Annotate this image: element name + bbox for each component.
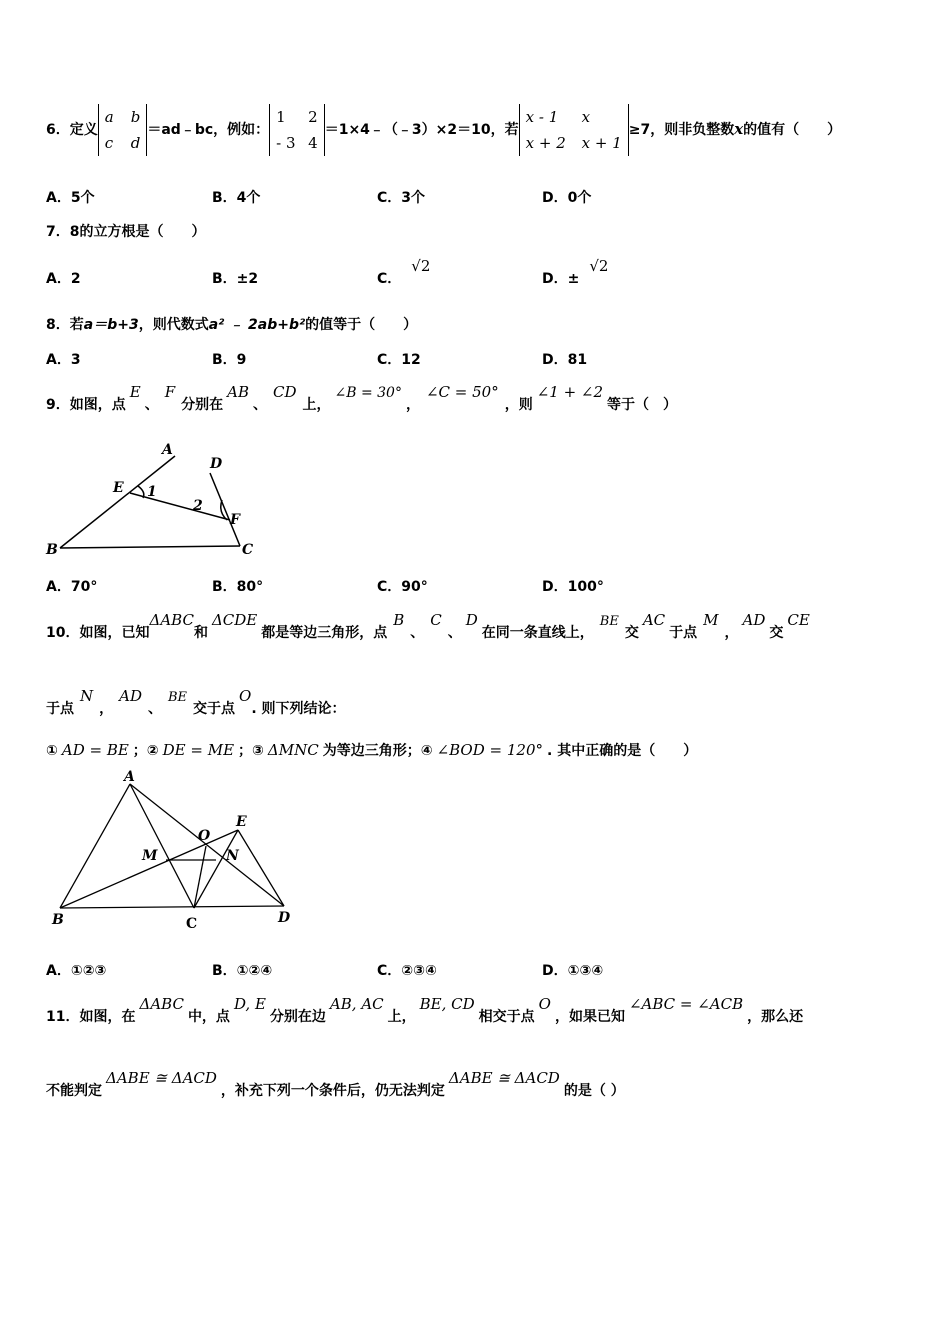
q11-l1b: 中，点 bbox=[187, 1009, 230, 1025]
segment-ab: AB bbox=[227, 383, 249, 401]
q9-option-c[interactable]: C．90° bbox=[377, 579, 428, 595]
segment-ac: AC bbox=[642, 611, 666, 629]
q10-option-b[interactable]: B．①②④ bbox=[212, 963, 273, 979]
q7-option-d-label: D．± bbox=[542, 271, 580, 287]
q11-l2b: ，补充下列一个条件后，仍无法判定 bbox=[220, 1083, 445, 1099]
congruence-1: ΔABE ≅ ΔACD bbox=[106, 1069, 217, 1087]
sep: 、 bbox=[147, 701, 162, 717]
det-cell: c bbox=[104, 134, 114, 152]
point-o: O bbox=[538, 995, 551, 1013]
q8-stem bbox=[46, 314, 417, 334]
q6-var: x bbox=[734, 120, 744, 138]
point-o: O bbox=[239, 687, 252, 705]
conclusion-2-num: ；② bbox=[132, 743, 159, 759]
q10-jiao2: 交 bbox=[769, 625, 784, 641]
sep: 、 bbox=[252, 397, 267, 413]
line-ab bbox=[60, 456, 175, 548]
q11-l1e: 相交于点 bbox=[478, 1009, 535, 1025]
q8-condition: a＝b+3 bbox=[83, 317, 139, 333]
det-cell: - 3 bbox=[276, 134, 296, 152]
label-a: A bbox=[162, 442, 173, 458]
sep: ， bbox=[405, 397, 420, 413]
q7-option-c-label: C． bbox=[377, 271, 402, 287]
sep: 、 bbox=[447, 625, 462, 641]
q11-l1f: ，如果已知 bbox=[554, 1009, 625, 1025]
q6-det-abcd bbox=[98, 104, 148, 156]
q8-option-d[interactable]: D．81 bbox=[542, 352, 588, 368]
q6-tail: ≥7，则非负整数 bbox=[628, 122, 735, 138]
q9-t2: 分别在 bbox=[181, 397, 224, 413]
sep: 、 bbox=[144, 397, 159, 413]
det-cell: 4 bbox=[308, 134, 318, 152]
q7-option-b[interactable]: B．±2 bbox=[212, 271, 259, 287]
q11-l2c: 的是（ ） bbox=[563, 1083, 625, 1099]
line-ef bbox=[130, 493, 230, 520]
triangle-abc: ΔABC bbox=[139, 995, 184, 1013]
line-ed bbox=[238, 830, 284, 906]
segment-ad: AD bbox=[742, 611, 766, 629]
q7-option-a[interactable]: A．2 bbox=[46, 271, 81, 287]
conclusion-3-num: ；③ bbox=[238, 743, 264, 759]
q11-line1 bbox=[46, 995, 804, 1035]
q10-option-c[interactable]: C．②③④ bbox=[377, 963, 437, 979]
q10-figure bbox=[46, 768, 306, 938]
q10-l2a: 于点 bbox=[46, 701, 74, 717]
q10-l2c: . 则下列结论： bbox=[251, 701, 346, 717]
conclusion-1-num: ① bbox=[46, 743, 58, 759]
segment-ad: AD bbox=[119, 687, 142, 705]
q8-expression: a² ﹣ 2ab+b² bbox=[208, 317, 306, 333]
q11-l1c: 分别在边 bbox=[269, 1009, 326, 1025]
q8-pre: 8．若 bbox=[46, 317, 84, 333]
q6-line bbox=[46, 100, 841, 158]
label-n: N bbox=[226, 848, 239, 864]
q9-option-b[interactable]: B．80° bbox=[212, 579, 264, 595]
sep: ， bbox=[99, 701, 114, 717]
angle-sum: ∠1 + ∠2 bbox=[536, 383, 604, 401]
q7-option-d[interactable] bbox=[542, 257, 609, 288]
congruence-2: ΔABE ≅ ΔACD bbox=[448, 1069, 560, 1087]
angle-equality: ∠ABC = ∠ACB bbox=[628, 995, 744, 1013]
q10-conclusions bbox=[46, 738, 697, 763]
q8-option-b[interactable]: B．9 bbox=[212, 352, 247, 368]
points-de: D, E bbox=[233, 995, 266, 1013]
det-cell: x - 1 bbox=[525, 108, 559, 126]
label-c: C bbox=[242, 542, 254, 558]
label-c: C bbox=[186, 916, 198, 932]
line-bc bbox=[60, 546, 240, 548]
sqrt2-value: √2 bbox=[589, 257, 609, 275]
q7-stem: 7．8的立方根是（ ） bbox=[46, 224, 206, 240]
q10-l1c: 在同一条直线上， bbox=[481, 625, 594, 641]
q6-tail2: 的值有（ ） bbox=[743, 122, 842, 138]
point-m: M bbox=[703, 611, 719, 629]
label-b: B bbox=[46, 542, 58, 558]
line-ad bbox=[130, 784, 284, 906]
q10-jiao: 交 bbox=[624, 625, 639, 641]
point-e: E bbox=[129, 383, 141, 401]
point-c: C bbox=[430, 611, 442, 629]
segment-cd: CD bbox=[272, 383, 297, 401]
q11-l1d: 上， bbox=[387, 1009, 416, 1025]
q9-option-a[interactable]: A．70° bbox=[46, 579, 98, 595]
q7-option-c[interactable] bbox=[377, 257, 431, 288]
label-e: E bbox=[113, 480, 124, 496]
q10-yudian: 于点 bbox=[669, 625, 698, 641]
det-cell: x bbox=[581, 108, 591, 126]
det-cell: 2 bbox=[308, 108, 318, 126]
q10-line2 bbox=[46, 687, 346, 728]
conclusion-1: AD = BE bbox=[61, 741, 129, 759]
label-e: E bbox=[236, 814, 247, 830]
conclusion-3: ΔMNC bbox=[267, 741, 319, 759]
segment-ce: CE bbox=[787, 611, 810, 629]
triangle-abc: ΔABC bbox=[149, 611, 194, 629]
q6-eq2: ＝1×4﹣（﹣3）×2＝10，若 bbox=[324, 122, 519, 138]
q6-det-x bbox=[519, 104, 629, 156]
det-cell: 1 bbox=[276, 108, 286, 126]
q10-option-d[interactable]: D．①③④ bbox=[542, 963, 604, 979]
point-d: D bbox=[465, 611, 478, 629]
sqrt2-value: √2 bbox=[411, 257, 431, 275]
q10-l1b: 都是等边三角形，点 bbox=[261, 625, 388, 641]
label-d: D bbox=[210, 456, 223, 472]
q10-option-a[interactable]: A．①②③ bbox=[46, 963, 107, 979]
q9-stem bbox=[46, 383, 678, 423]
q10-line1 bbox=[46, 611, 810, 652]
sides-ab-ac: AB, AC bbox=[329, 995, 384, 1013]
conclusion-4-text: . 其中正确的是（ ） bbox=[547, 743, 698, 759]
line-cd bbox=[210, 473, 240, 546]
point-b: B bbox=[393, 611, 405, 629]
q8-option-c[interactable]: C．12 bbox=[377, 352, 421, 368]
label-f: F bbox=[230, 512, 240, 528]
q11-l1a: 11．如图，在 bbox=[46, 1009, 136, 1025]
det-cell: d bbox=[130, 134, 141, 152]
det-cell: x + 2 bbox=[525, 134, 566, 152]
conclusion-2: DE = ME bbox=[162, 741, 235, 759]
q8-option-a[interactable]: A．3 bbox=[46, 352, 81, 368]
q11-l1g: ，那么还 bbox=[747, 1009, 804, 1025]
q6-option-c[interactable]: C．3个 bbox=[377, 190, 426, 206]
q9-t5: 等于（ ） bbox=[607, 397, 678, 413]
q6-option-d[interactable]: D．0个 bbox=[542, 190, 592, 206]
segment-be: BE bbox=[599, 614, 619, 629]
segments-be-cd: BE, CD bbox=[419, 995, 475, 1013]
line-ab bbox=[60, 784, 130, 908]
q9-t1: 9．如图，点 bbox=[46, 397, 126, 413]
q10-l2b: 交于点 bbox=[193, 701, 236, 717]
q10-and: 和 bbox=[193, 625, 208, 641]
point-f: F bbox=[164, 383, 176, 401]
point-n: N bbox=[80, 687, 94, 705]
q9-t4: ，则 bbox=[504, 397, 533, 413]
label-b: B bbox=[52, 912, 64, 928]
line-bd bbox=[60, 906, 284, 908]
label-m: M bbox=[142, 848, 158, 864]
line-ac bbox=[130, 784, 194, 908]
segment-be: BE bbox=[167, 690, 188, 705]
label-2: 2 bbox=[193, 498, 203, 514]
label-o: O bbox=[198, 828, 211, 844]
q6-det-example bbox=[269, 104, 325, 156]
label-1: 1 bbox=[147, 484, 157, 500]
q6-option-a[interactable]: A．5个 bbox=[46, 190, 95, 206]
det-cell: x + 1 bbox=[581, 134, 622, 152]
det-cell: a bbox=[104, 108, 114, 126]
q11-l2a: 不能判定 bbox=[46, 1083, 102, 1099]
det-cell: b bbox=[130, 108, 141, 126]
q8-mid: ，则代数式 bbox=[138, 317, 209, 333]
q6-define: 定义 bbox=[69, 122, 98, 138]
line-be bbox=[60, 830, 238, 908]
conclusion-4: ∠BOD = 120° bbox=[436, 741, 543, 759]
sep: 、 bbox=[410, 625, 425, 641]
q8-tail: 的值等于（ ） bbox=[305, 317, 418, 333]
triangle-cde: ΔCDE bbox=[211, 611, 258, 629]
q6-option-b[interactable]: B．4个 bbox=[212, 190, 261, 206]
label-d: D bbox=[278, 910, 291, 926]
q10-l1a: 10．如图，已知 bbox=[46, 625, 150, 641]
label-a: A bbox=[124, 769, 135, 785]
line-co bbox=[194, 846, 206, 908]
angle-b: ∠B = 30° bbox=[334, 385, 402, 401]
q11-line2 bbox=[46, 1069, 625, 1109]
conclusion-3-text: 为等边三角形；④ bbox=[322, 743, 433, 759]
q6-number: 6． bbox=[46, 122, 70, 138]
q9-figure bbox=[40, 438, 280, 568]
q6-eq1: ＝ad﹣bc，例如： bbox=[147, 122, 270, 138]
angle-c: ∠C = 50° bbox=[425, 383, 499, 401]
sep: ， bbox=[724, 625, 739, 641]
q9-option-d[interactable]: D．100° bbox=[542, 579, 604, 595]
q9-t3: 上， bbox=[302, 397, 331, 413]
